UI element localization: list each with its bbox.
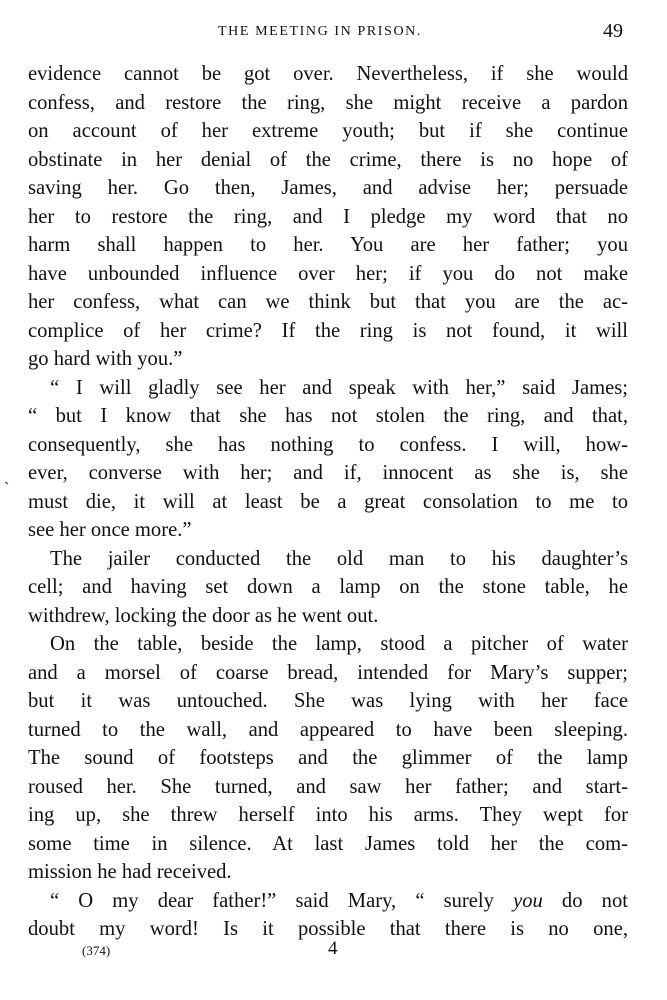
text-line: see her once more.” [28,519,192,541]
text-line: on account of her extreme youth; but if she continue [28,120,628,142]
text-line: some time in silence. At last James told her the com- [28,832,628,855]
text-line [50,887,628,915]
text-line: obstinate in her denial of the crime, there is no hope of [28,148,628,171]
emphasis-text: you [513,889,543,912]
margin-mark: ˎ [4,468,10,485]
text-line: evidence cannot be got over. Nevertheless, if she would [28,63,628,85]
text-line: her confess, what can we think but that you are the ac- [28,291,628,313]
text-line: The jailer conducted the old man to his daughter’s [50,547,628,570]
text-line: harm shall happen to her. You are her father; you [28,234,628,256]
text-line: mission he had received. [28,861,232,883]
text-line: “ I will gladly see her and speak with her,” said James; [50,376,628,399]
text-line: The sound of footsteps and the glimmer of the lamp [28,747,628,769]
signature-mark: (374) [82,943,111,958]
page-number: 49 [603,20,623,42]
text-line: withdrew, locking the door as he went out. [28,604,379,627]
text-line: saving her. Go then, James, and advise her; persuade [28,177,628,199]
text-line: On the table, beside the lamp, stood a pitcher of water [50,633,628,655]
text-line: ing up, she threw herself into his arms. They wept for [28,804,628,826]
text-line: must die, it will at least be a great consolation to me to [28,490,628,513]
text-line: consequently, she has nothing to confess. I will, how- [28,433,628,456]
text-line: but it was untouched. She was lying with her face [28,690,628,712]
text-line: confess, and restore the ring, she might receive a pardon [28,91,628,114]
text-line: have unbounded influence over her; if you do not make [28,262,628,285]
text-run: “ O my dear father!” said Mary, “ surely [50,889,514,912]
text-line: ever, converse with her; and if, innocent as she is, she [28,462,628,484]
text-line: her to restore the ring, and I pledge my word that no [28,205,628,228]
text-line: cell; and having set down a lamp on the stone table, he [28,576,628,598]
text-line: doubt my word! Is it possible that there is no one, [28,918,628,940]
text-run: do not [542,889,628,912]
text-line: and a morsel of coarse bread, intended for Mary’s supper; [28,661,628,684]
running-title: THE MEETING IN PRISON. [218,24,422,39]
footer-number: 4 [328,938,338,959]
text-line: turned to the wall, and appeared to have been sleeping. [28,718,628,741]
running-head [0,20,667,44]
text-line: “ but I know that she has not stolen the ring, and that, [28,405,628,427]
text-line: roused her. She turned, and saw her father; and start- [28,775,628,798]
text-line: complice of her crime? If the ring is not found, it will [28,319,628,342]
text-line: go hard with you.” [28,348,183,370]
